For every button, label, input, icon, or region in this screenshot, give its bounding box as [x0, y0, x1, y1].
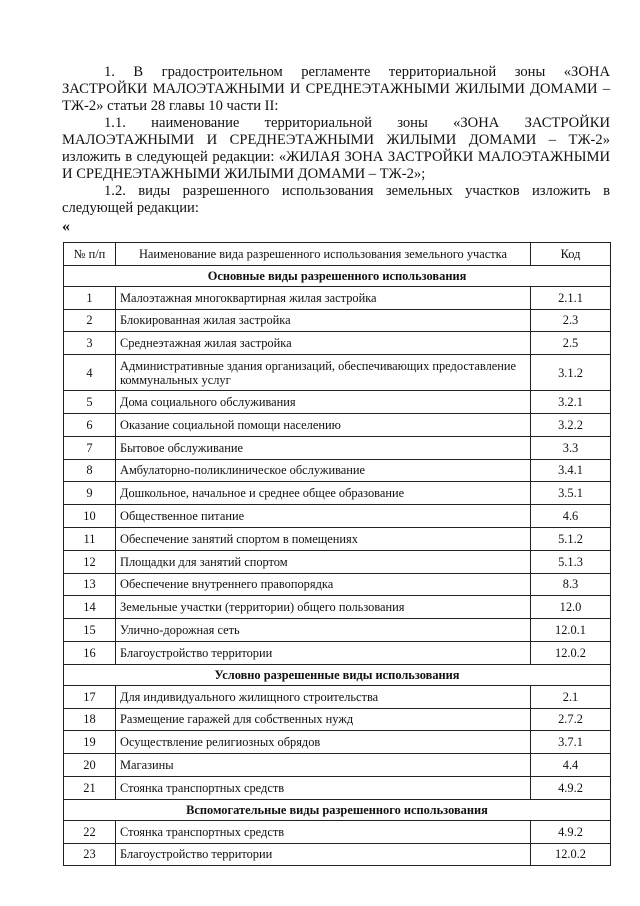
table-row [64, 527, 611, 550]
row-code: 3.2.2 [531, 413, 611, 436]
row-number: 3 [64, 332, 116, 355]
table-row [64, 731, 611, 754]
header-name: Наименование вида разрешенного использования земельного участка [116, 243, 531, 266]
row-number: 17 [64, 685, 116, 708]
table-row [64, 708, 611, 731]
row-number: 2 [64, 309, 116, 332]
row-code: 3.1.2 [531, 355, 611, 391]
section-title: Условно разрешенные виды использования [64, 664, 611, 685]
row-code: 2.3 [531, 309, 611, 332]
row-code: 3.4.1 [531, 459, 611, 482]
row-name: Магазины [116, 754, 531, 777]
row-code: 2.1 [531, 685, 611, 708]
table-row [64, 573, 611, 596]
table-row [64, 505, 611, 528]
table-row [64, 459, 611, 482]
row-code: 5.1.3 [531, 550, 611, 573]
row-code: 4.4 [531, 754, 611, 777]
header-number: № п/п [64, 243, 116, 266]
row-number: 22 [64, 820, 116, 843]
row-code: 8.3 [531, 573, 611, 596]
row-code: 12.0.2 [531, 843, 611, 866]
row-name: Площадки для занятий спортом [116, 550, 531, 573]
row-code: 12.0.1 [531, 619, 611, 642]
row-code: 3.3 [531, 436, 611, 459]
table-header-row [64, 243, 611, 266]
section-header-row [64, 664, 611, 685]
table-row [64, 820, 611, 843]
row-name: Для индивидуального жилищного строительства [116, 685, 531, 708]
table-row [64, 641, 611, 664]
table-row [64, 355, 611, 391]
section-header-row [64, 799, 611, 820]
row-number: 18 [64, 708, 116, 731]
table-row [64, 619, 611, 642]
row-number: 10 [64, 505, 116, 528]
row-name: Земельные участки (территории) общего пользования [116, 596, 531, 619]
row-code: 12.0 [531, 596, 611, 619]
row-number: 5 [64, 391, 116, 414]
paragraph-1: 1. В градостроительном регламенте территориальной зоны «ЗОНА ЗАСТРОЙКИ МАЛОЭТАЖНЫМИ И СРЕДНЕЭТАЖНЫМИ ЖИЛЫМИ ДОМАМИ – ТЖ-2» статьи 28 главы 10 части II: [62, 64, 610, 114]
row-number: 4 [64, 355, 116, 391]
table-row [64, 286, 611, 309]
row-number: 14 [64, 596, 116, 619]
row-name: Стоянка транспортных средств [116, 776, 531, 799]
row-number: 11 [64, 527, 116, 550]
table-row [64, 436, 611, 459]
section-title: Вспомогательные виды разрешенного использования [64, 799, 611, 820]
table-row [64, 843, 611, 866]
row-name: Улично-дорожная сеть [116, 619, 531, 642]
row-number: 23 [64, 843, 116, 866]
row-number: 21 [64, 776, 116, 799]
table-body [64, 265, 611, 866]
table-row [64, 550, 611, 573]
section-header-row [64, 265, 611, 286]
table-row [64, 596, 611, 619]
row-number: 19 [64, 731, 116, 754]
row-code: 2.7.2 [531, 708, 611, 731]
row-number: 6 [64, 413, 116, 436]
row-code: 4.6 [531, 505, 611, 528]
table-row [64, 413, 611, 436]
land-use-table [63, 242, 611, 866]
row-number: 1 [64, 286, 116, 309]
row-name: Обеспечение внутреннего правопорядка [116, 573, 531, 596]
table-row [64, 309, 611, 332]
row-number: 20 [64, 754, 116, 777]
row-code: 3.7.1 [531, 731, 611, 754]
row-name: Стоянка транспортных средств [116, 820, 531, 843]
row-code: 4.9.2 [531, 820, 611, 843]
row-name: Дошкольное, начальное и среднее общее образование [116, 482, 531, 505]
table-row [64, 391, 611, 414]
row-name: Малоэтажная многоквартирная жилая застройка [116, 286, 531, 309]
row-number: 16 [64, 641, 116, 664]
row-code: 12.0.2 [531, 641, 611, 664]
table-row [64, 685, 611, 708]
row-number: 9 [64, 482, 116, 505]
row-code: 4.9.2 [531, 776, 611, 799]
row-number: 15 [64, 619, 116, 642]
table-row [64, 754, 611, 777]
row-number: 7 [64, 436, 116, 459]
row-name: Амбулаторно-поликлиническое обслуживание [116, 459, 531, 482]
row-code: 3.5.1 [531, 482, 611, 505]
table-row [64, 482, 611, 505]
row-code: 2.5 [531, 332, 611, 355]
row-name: Блокированная жилая застройка [116, 309, 531, 332]
header-code: Код [531, 243, 611, 266]
row-code: 2.1.1 [531, 286, 611, 309]
opening-quote: « [62, 218, 70, 235]
row-name: Общественное питание [116, 505, 531, 528]
row-name: Благоустройство территории [116, 843, 531, 866]
row-number: 12 [64, 550, 116, 573]
row-code: 5.1.2 [531, 527, 611, 550]
row-name: Оказание социальной помощи населению [116, 413, 531, 436]
row-name: Обеспечение занятий спортом в помещениях [116, 527, 531, 550]
row-name: Административные здания организаций, обеспечивающих предоставление коммунальных услуг [116, 355, 531, 391]
row-code: 3.2.1 [531, 391, 611, 414]
row-number: 8 [64, 459, 116, 482]
row-name: Размещение гаражей для собственных нужд [116, 708, 531, 731]
row-name: Осуществление религиозных обрядов [116, 731, 531, 754]
row-number: 13 [64, 573, 116, 596]
row-name: Дома социального обслуживания [116, 391, 531, 414]
row-name: Благоустройство территории [116, 641, 531, 664]
row-name: Среднеэтажная жилая застройка [116, 332, 531, 355]
paragraph-1-1: 1.1. наименование территориальной зоны «ЗОНА ЗАСТРОЙКИ МАЛОЭТАЖНЫМИ И СРЕДНЕЭТАЖНЫМИ ЖИЛЫМИ ДОМАМИ – ТЖ-2» изложить в следующей редакции: «ЖИЛАЯ ЗОНА ЗАСТРОЙКИ МАЛОЭТАЖНЫМИ И СРЕДНЕЭТАЖНЫМИ ЖИЛЫМИ ДОМАМИ – ТЖ-2»; [62, 115, 610, 182]
table-row [64, 332, 611, 355]
paragraph-1-2: 1.2. виды разрешенного использования земельных участков изложить в следующей редакции: [62, 183, 610, 216]
section-title: Основные виды разрешенного использования [64, 265, 611, 286]
table-row [64, 776, 611, 799]
row-name: Бытовое обслуживание [116, 436, 531, 459]
